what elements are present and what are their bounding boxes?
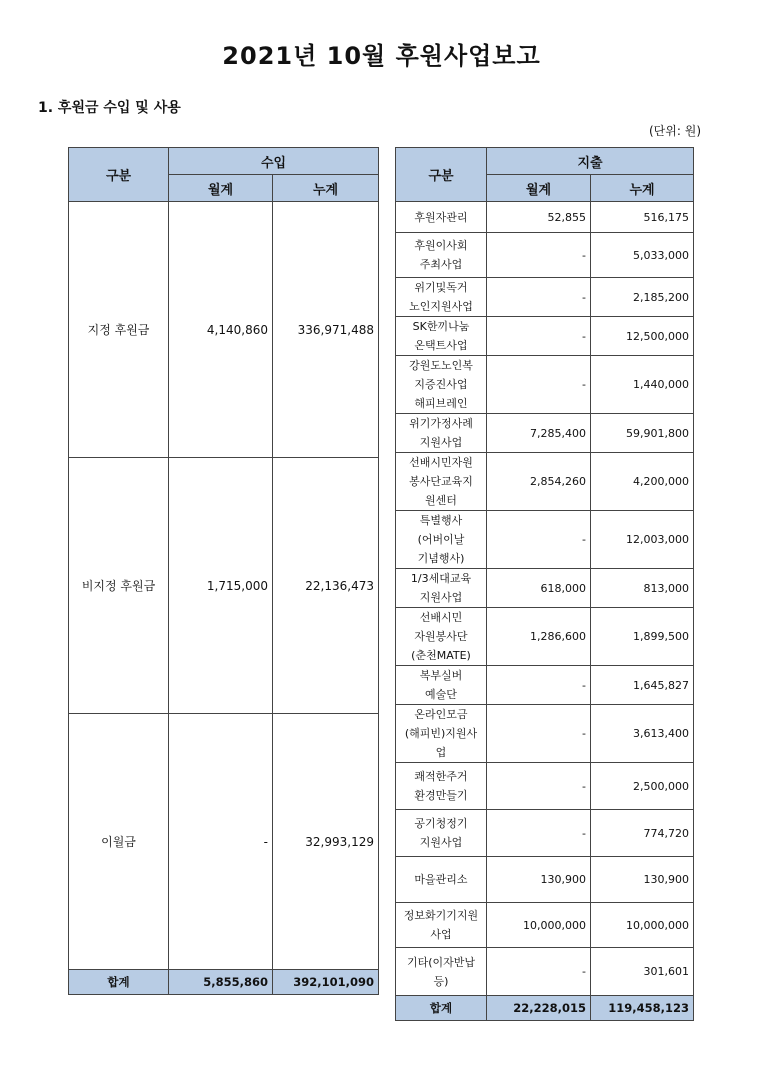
expense-row-monthly: 130,900 — [487, 857, 591, 903]
expense-total-cumulative: 119,458,123 — [591, 996, 694, 1021]
expense-row-name: 후원이사회 주최사업 — [396, 233, 487, 278]
table-row — [69, 202, 379, 458]
table-row — [396, 948, 694, 996]
table-row — [396, 705, 694, 763]
income-total-cumulative: 392,101,090 — [273, 970, 379, 995]
expense-row-cumulative: 12,500,000 — [591, 317, 694, 356]
expense-row-monthly: - — [487, 511, 591, 569]
expense-group-header: 지출 — [487, 148, 694, 175]
expense-row-name: 강원도노인복 지증진사업 해피브레인 — [396, 356, 487, 414]
income-category-header: 구분 — [69, 148, 169, 202]
table-row — [396, 356, 694, 414]
table-row — [396, 608, 694, 666]
income-row-name: 지정 후원금 — [69, 202, 169, 458]
income-monthly-header: 월계 — [169, 175, 273, 202]
expense-row-monthly: - — [487, 356, 591, 414]
expense-row-cumulative: 774,720 — [591, 810, 694, 857]
expense-row-monthly: 7,285,400 — [487, 414, 591, 453]
expense-row-monthly: - — [487, 705, 591, 763]
expense-row-monthly: - — [487, 810, 591, 857]
expense-row-name: 선배시민 자원봉사단 (춘천MATE) — [396, 608, 487, 666]
income-total-monthly: 5,855,860 — [169, 970, 273, 995]
expense-row-cumulative: 130,900 — [591, 857, 694, 903]
table-row — [396, 233, 694, 278]
expense-row-cumulative: 1,440,000 — [591, 356, 694, 414]
expense-row-name: 온라인모금 (해피빈)지원사업 — [396, 705, 487, 763]
expense-row-monthly: - — [487, 233, 591, 278]
expense-row-monthly: - — [487, 278, 591, 317]
income-cumulative-header: 누계 — [273, 175, 379, 202]
expense-monthly-header: 월계 — [487, 175, 591, 202]
table-row — [69, 714, 379, 970]
table-row — [396, 202, 694, 233]
expense-row-name: 특별행사 (어버이날 기념행사) — [396, 511, 487, 569]
expense-row-name: 기타(이자반납 등) — [396, 948, 487, 996]
expense-row-name: 위기가정사례 지원사업 — [396, 414, 487, 453]
expense-row-monthly: - — [487, 317, 591, 356]
expense-category-header: 구분 — [396, 148, 487, 202]
income-row-cumulative: 22,136,473 — [273, 458, 379, 714]
expense-row-name: 후원자관리 — [396, 202, 487, 233]
expense-row-name: SK한끼나눔 온택트사업 — [396, 317, 487, 356]
expense-row-cumulative: 10,000,000 — [591, 903, 694, 948]
expense-row-name: 1/3세대교육 지원사업 — [396, 569, 487, 608]
expense-row-monthly: 1,286,600 — [487, 608, 591, 666]
section-heading: 1. 후원금 수입 및 사용 — [38, 100, 181, 116]
table-row — [396, 763, 694, 810]
table-row — [396, 453, 694, 511]
expense-total-row — [396, 996, 694, 1021]
income-row-monthly: 4,140,860 — [169, 202, 273, 458]
table-row — [396, 511, 694, 569]
expense-row-cumulative: 59,901,800 — [591, 414, 694, 453]
expense-row-monthly: 52,855 — [487, 202, 591, 233]
expense-row-monthly: 618,000 — [487, 569, 591, 608]
expense-row-cumulative: 516,175 — [591, 202, 694, 233]
table-row — [396, 317, 694, 356]
expense-table — [395, 147, 694, 1021]
expense-cumulative-header: 누계 — [591, 175, 694, 202]
table-row — [69, 458, 379, 714]
expense-row-cumulative: 1,645,827 — [591, 666, 694, 705]
expense-total-label: 합계 — [396, 996, 487, 1021]
page-title: 2021년 10월 후원사업보고 — [222, 42, 541, 70]
income-row-name: 이월금 — [69, 714, 169, 970]
expense-row-monthly: 10,000,000 — [487, 903, 591, 948]
table-row — [396, 278, 694, 317]
expense-rows — [396, 202, 694, 996]
expense-row-name: 복부실버 예술단 — [396, 666, 487, 705]
income-table — [68, 147, 379, 995]
expense-row-cumulative: 4,200,000 — [591, 453, 694, 511]
expense-row-monthly: - — [487, 666, 591, 705]
expense-row-name: 마을관리소 — [396, 857, 487, 903]
expense-row-name: 공기청정기 지원사업 — [396, 810, 487, 857]
income-row-monthly: 1,715,000 — [169, 458, 273, 714]
expense-row-cumulative: 3,613,400 — [591, 705, 694, 763]
income-row-cumulative: 336,971,488 — [273, 202, 379, 458]
unit-label: (단위: 원) — [649, 124, 701, 138]
expense-row-monthly: - — [487, 763, 591, 810]
income-total-row — [69, 970, 379, 995]
expense-row-cumulative: 12,003,000 — [591, 511, 694, 569]
expense-row-name: 선배시민자원 봉사단교육지 원센터 — [396, 453, 487, 511]
table-row — [396, 414, 694, 453]
table-row — [396, 857, 694, 903]
expense-row-cumulative: 301,601 — [591, 948, 694, 996]
income-row-cumulative: 32,993,129 — [273, 714, 379, 970]
expense-row-name: 위기및독거 노인지원사업 — [396, 278, 487, 317]
table-row — [396, 569, 694, 608]
expense-total-monthly: 22,228,015 — [487, 996, 591, 1021]
income-row-monthly: - — [169, 714, 273, 970]
expense-row-name: 쾌적한주거 환경만들기 — [396, 763, 487, 810]
table-row — [396, 810, 694, 857]
table-row — [396, 666, 694, 705]
expense-row-cumulative: 5,033,000 — [591, 233, 694, 278]
expense-row-monthly: 2,854,260 — [487, 453, 591, 511]
income-total-label: 합계 — [69, 970, 169, 995]
expense-row-cumulative: 2,500,000 — [591, 763, 694, 810]
income-row-name: 비지정 후원금 — [69, 458, 169, 714]
expense-row-cumulative: 2,185,200 — [591, 278, 694, 317]
expense-row-monthly: - — [487, 948, 591, 996]
income-group-header: 수입 — [169, 148, 379, 175]
expense-row-name: 정보화기기지원사업 — [396, 903, 487, 948]
table-row — [396, 903, 694, 948]
expense-row-cumulative: 1,899,500 — [591, 608, 694, 666]
expense-row-cumulative: 813,000 — [591, 569, 694, 608]
